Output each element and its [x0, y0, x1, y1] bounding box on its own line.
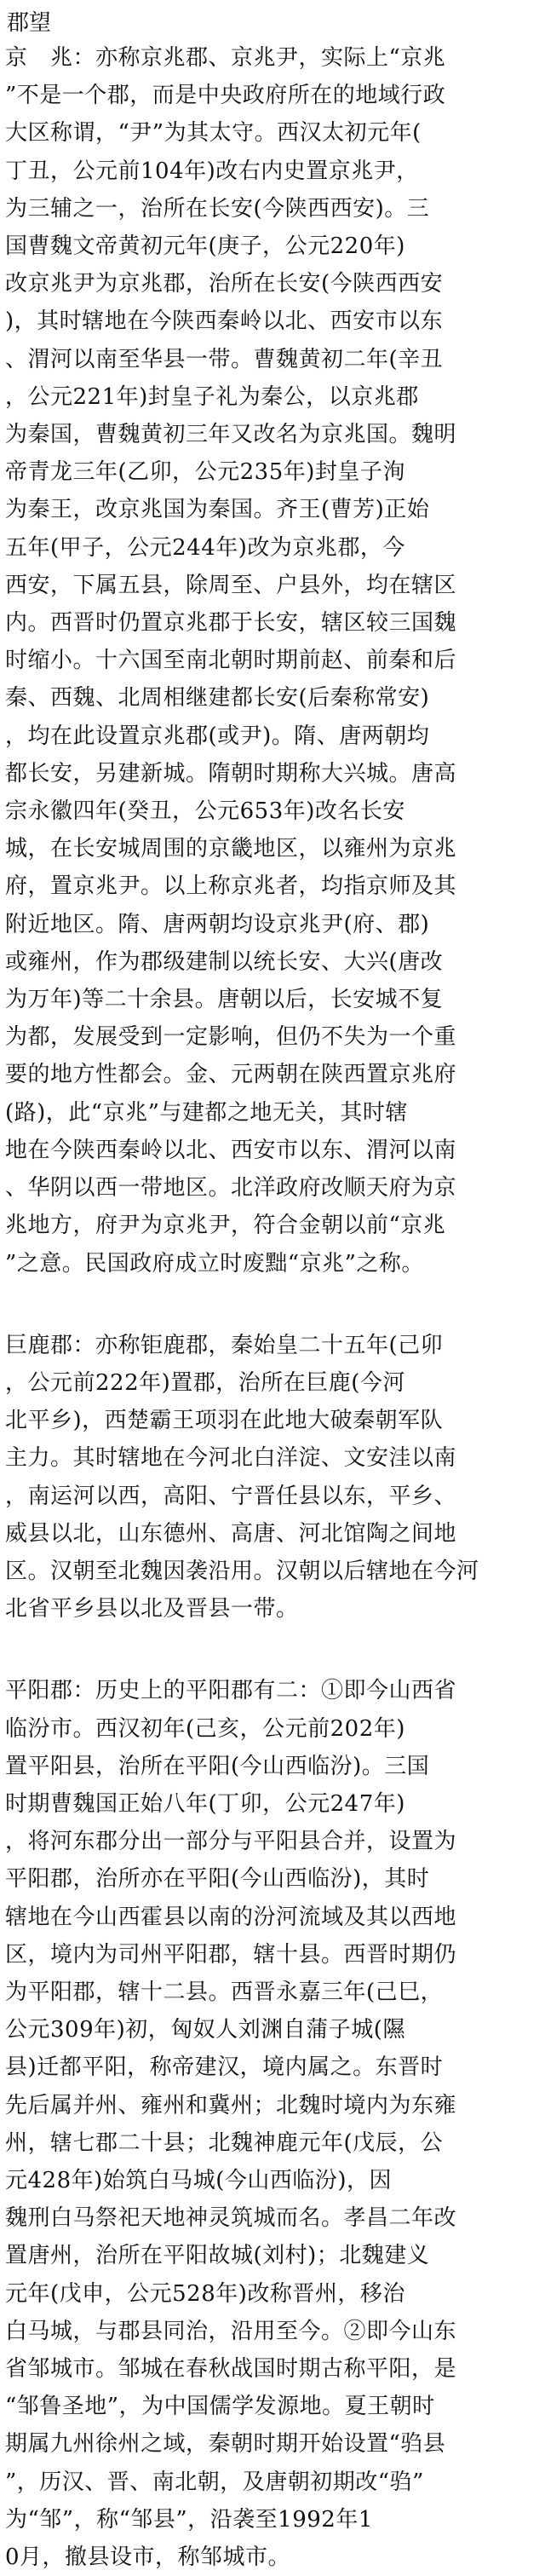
text-line: 西安，下属五县，除周至、户县外，均在辖区	[5, 572, 457, 598]
text-line: 为万年)等二十余县。唐朝以后，长安城不复	[5, 987, 444, 1013]
text-line: 时期曹魏国正始八年(丁卯，公元247年)	[5, 1790, 405, 1817]
text-line: 为都，发展受到一定影响，但仍不失为一个重	[5, 1024, 457, 1051]
text-line: 秦、西魏、北周相继建都长安(后秦称常安)	[5, 685, 430, 712]
text-line: ，均在此设置京兆郡(或尹)。隋、唐两朝均	[5, 723, 430, 749]
text-line: ”不是一个郡，而是中央政府所在的地域行政	[5, 83, 446, 109]
text-line: 辖地在今山西霍县以南的汾河流域及其以西地	[5, 1904, 457, 1930]
text-line: 府，置京兆尹。以上称京兆者，均指京师及其	[5, 873, 457, 900]
text-line: 为平阳郡，辖十二县。西晋永嘉三年(己巳，	[5, 1979, 444, 2005]
text-line: 丁丑，公元前104年)改右内史置京兆尹，	[5, 158, 419, 184]
text-line: 平阳郡，治所亦在平阳(今山西临汾)，其时	[5, 1866, 430, 1893]
text-line: ”之意。民国政府成立时废黜“京兆”之称。	[5, 1250, 424, 1276]
text-line: “邹鲁圣地”，为中国儒学发源地。夏王朝时	[5, 2394, 435, 2420]
text-line: 临汾市。西汉初年(己亥，公元前202年)	[5, 1715, 405, 1742]
text-line: ，将河东郡分出一部分与平阳县合并，设置为	[5, 1829, 457, 1855]
text-line: 区，境内为司州平阳郡，辖十县。西晋时期仍	[5, 1941, 457, 1968]
text-line: 时缩小。十六国至南北朝时期前赵、前秦和后	[5, 648, 457, 674]
text-line: 改京兆尹为京兆郡，治所在长安(今陕西西安	[5, 271, 444, 297]
text-line: ”，历汉、晋、南北朝，及唐朝初期改“驺”	[5, 2469, 424, 2495]
text-line: 为秦王，改京兆国为秦国。齐王(曹芳)正始	[5, 497, 430, 523]
text-line: 置平阳县，治所在平阳(今山西临汾)。三国	[5, 1753, 430, 1779]
text-line: 主力。其时辖地在今河北白洋淀、文安洼以南	[5, 1445, 457, 1472]
text-line: 0月，撤县设市，称邹城市。	[5, 2544, 291, 2570]
text-line: 五年(甲子，公元244年)改为京兆郡，今	[5, 534, 405, 561]
text-line: 北平乡)，西楚霸王项羽在此地大破秦朝军队	[5, 1408, 444, 1434]
text-line: 巨鹿郡：亦称钜鹿郡，秦始皇二十五年(己卯	[5, 1332, 444, 1358]
entry-jingzhao	[5, 39, 540, 1282]
text-line: 地在今陕西秦岭以北、西安市以东、渭河以南	[5, 1137, 457, 1163]
text-line: (路)，此“京兆”与建都之地无关，其时辖	[5, 1099, 408, 1126]
text-line: 公元309年)初，匈奴人刘渊自蒲子城(隰	[5, 2017, 405, 2043]
text-line: )，其时辖地在今陕西秦岭以北、西安市以东	[5, 308, 444, 335]
text-line: 国曹魏文帝黄初元年(庚子，公元220年)	[5, 233, 405, 260]
text-line: 县)迁都平阳，称帝建汉，境内属之。东晋时	[5, 2054, 444, 2081]
text-line: 、渭河以南至华县一带。曹魏黄初二年(辛丑	[5, 346, 444, 372]
text-line: 附近地区。隋、唐两朝均设京兆尹(府、郡)	[5, 911, 430, 937]
text-line: 大区称谓，“尹”为其太守。西汉太初元年(	[5, 120, 422, 147]
text-line: 为秦国，曹魏黄初三年又改名为京兆国。魏明	[5, 422, 457, 448]
text-line: 宗永徽四年(癸丑，公元653年)改名长安	[5, 798, 405, 825]
entry-pingyang	[5, 1672, 540, 2576]
text-line: 威县以北，山东德州、高唐、河北馆陶之间地	[5, 1520, 457, 1547]
text-line: 或雍州，作为郡级建制以统长安、大兴(唐改	[5, 948, 444, 975]
text-line: 期属九州徐州之域，秦朝时期开始设置“驺县	[5, 2431, 446, 2458]
text-line: 魏刑白马祭祀天地神灵筑城而名。孝昌二年改	[5, 2205, 457, 2232]
text-line: 为三辅之一，治所在长安(今陕西西安)。三	[5, 195, 430, 222]
text-line: 兆地方，府尹为京兆尹，符合金朝以前“京兆	[5, 1213, 446, 1239]
text-line: ，公元221年)封皇子礼为秦公，以京兆郡	[5, 383, 419, 410]
text-line: 北省平乡县以北及晋县一带。	[5, 1596, 299, 1622]
text-line: ，公元前222年)置郡，治所在巨鹿(今河	[5, 1369, 405, 1396]
text-line: 帝青龙三年(乙卯，公元235年)封皇子洵	[5, 459, 405, 486]
text-line: 城，在长安城周围的京畿地区，以雍州为京兆	[5, 836, 457, 862]
entry-julu	[5, 1327, 540, 1628]
text-line: 为“邹”，称“邹县”，沿袭至1992年1	[5, 2506, 373, 2533]
text-line: 置唐州，治所在平阳故城(刘村)；北魏建义	[5, 2243, 430, 2269]
text-line: ，南运河以西，高阳、宁晋任县以东，平乡、	[5, 1483, 457, 1509]
text-line: 要的地方性都会。金、元两朝在陕西置京兆府	[5, 1062, 457, 1088]
text-line: 省邹城市。邹城在春秋战国时期古称平阳，是	[5, 2355, 457, 2382]
text-line: 都长安，另建新城。隋朝时期称大兴城。唐高	[5, 760, 457, 787]
text-line: 元年(戊申，公元528年)改称晋州，移治	[5, 2280, 405, 2307]
section-title: 郡望	[7, 10, 52, 36]
text-line: 白马城，与郡县同治，沿用至今。②即今山东	[5, 2318, 457, 2344]
text-line: 元428年)始筑白马城(今山西临汾)，因	[5, 2167, 393, 2193]
text-line: 平阳郡：历史上的平阳郡有二：①即今山西省	[5, 1678, 457, 1704]
text-line: 区。汉朝至北魏因袭沿用。汉朝以后辖地在今河	[5, 1558, 479, 1584]
entries-container	[5, 39, 540, 2576]
text-line: 内。西晋时仍置京兆郡于长安，辖区较三国魏	[5, 610, 457, 637]
paragraph-gap	[5, 1628, 540, 1672]
text-line: 先后属并州、雍州和冀州；北魏时境内为东雍	[5, 2092, 457, 2118]
text-line: 、华阴以西一带地区。北洋政府改顺天府为京	[5, 1175, 457, 1202]
text-line: 京 兆：亦称京兆郡、京兆尹，实际上“京兆	[5, 45, 446, 71]
text-line: 州，辖七郡二十县；北魏神鹿元年(戊辰，公	[5, 2129, 444, 2156]
paragraph-gap	[5, 1282, 540, 1327]
